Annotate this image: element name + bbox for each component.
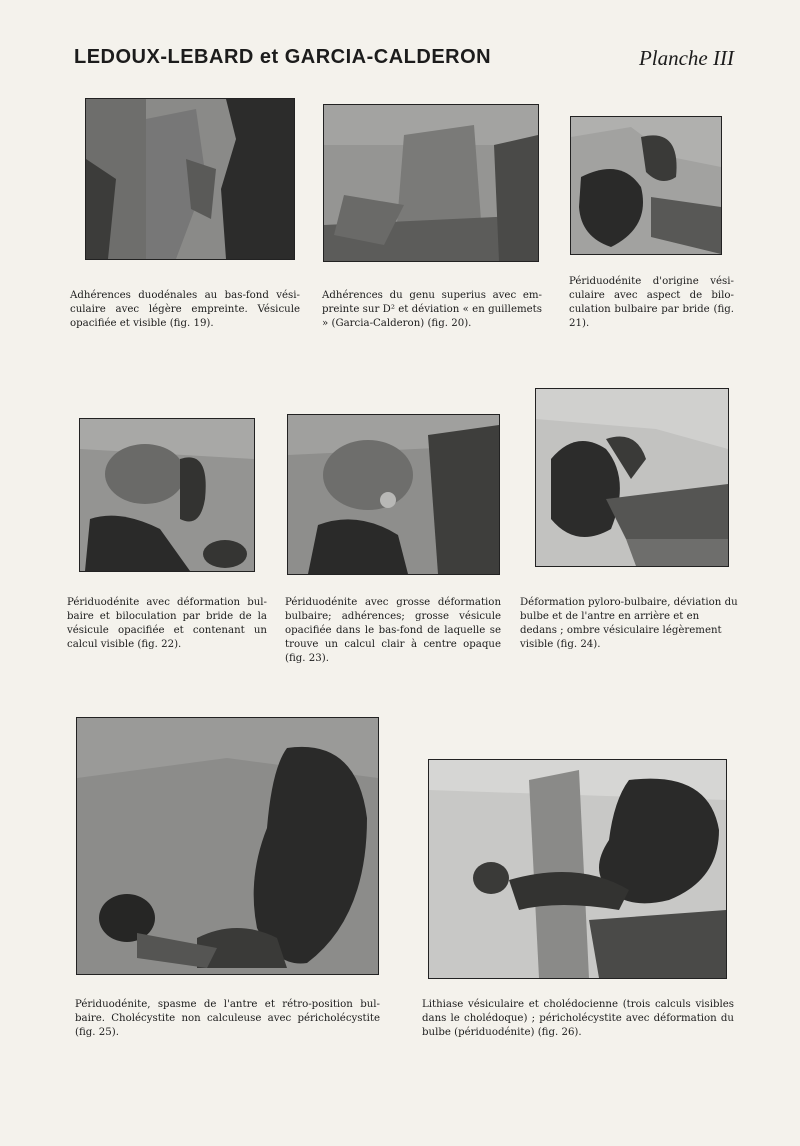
caption-fig-22: Périduodénite avec déformation bulbaire et biloculation par bride de la vésicule opacifiée et contenant un calcul visible (fig. 22). [67, 597, 267, 650]
caption-fig-20: Adhérences du genu superius avec empreinte sur D² et déviation « en guillemets » (Garcia-Calderon) (fig. 20). [322, 290, 542, 329]
radiograph-fig-20 [323, 104, 539, 262]
radiograph-fig-22 [79, 418, 255, 572]
radiograph-fig-23 [287, 414, 500, 575]
caption-fig-24: Déformation pyloro-bulbaire, déviation du bulbe et de l'antre en arrière et en dedans ; ombre vésiculaire légèrement visible (fig. 24). [520, 597, 738, 650]
radiograph-fig-25 [76, 717, 379, 975]
caption-fig-21: Périduodénite d'origine vésiculaire avec aspect de biloculation bulbaire par bride (fig. 21). [569, 276, 734, 329]
page-header-plate-number: Planche III [638, 46, 734, 70]
page-header-authors: LEDOUX-LEBARD et GARCIA-CALDERON [74, 46, 492, 68]
radiograph-fig-19 [85, 98, 295, 260]
radiograph-fig-24 [535, 388, 729, 567]
radiograph-fig-26 [428, 759, 727, 979]
caption-fig-25: Périduodénite, spasme de l'antre et rétro-position bulbaire. Cholécystite non calculeuse avec péricholécystite (fig. 25). [75, 999, 380, 1038]
caption-fig-26: Lithiase vésiculaire et cholédocienne (trois calculs visibles dans le cholédoque) ; péricholécystite avec déformation du bulbe (périduodénite) (fig. 26). [422, 999, 734, 1038]
caption-fig-19: Adhérences duodénales au bas-fond vésiculaire avec légère empreinte. Vésicule opacifiée et visible (fig. 19). [70, 290, 300, 329]
radiograph-fig-21 [570, 116, 722, 255]
caption-fig-23: Périduodénite avec grosse déformation bulbaire; adhérences; grosse vésicule opacifiée dans le bas-fond de laquelle se trouve un calcul clair à centre opaque (fig. 23). [285, 597, 501, 664]
